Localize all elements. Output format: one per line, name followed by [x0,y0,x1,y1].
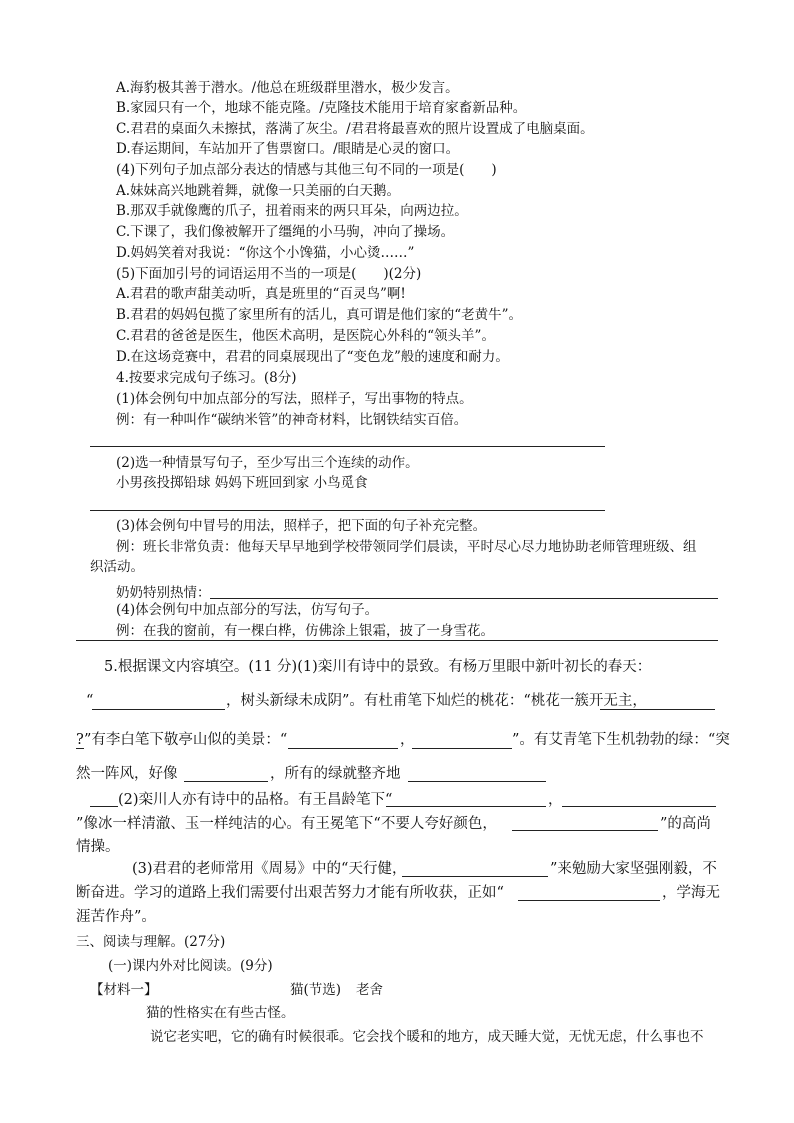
task5-l6-a: ”像冰一样清澈、玉一样纯洁的心。有王冕笔下“不要人夸好颜色， [76,816,497,832]
task4-s1-prompt: (1)体会例句中加点部分的写法，照样子，写出事物的特点。 [116,391,473,407]
task4-s1-example: 例：有一种叫作“碳纳米管”的神奇材料，比钢铁结实百倍。 [116,412,468,428]
q4-option-d: D.妈妈笑着对我说：“你这个小馋猫，小心烫……” [116,245,415,261]
blank-7-lead [90,806,118,807]
task5-l3-c: ”。有艾青笔下生机勃勃的绿：“突 [512,732,730,748]
blank-5[interactable] [184,781,268,782]
section3-title: 三、阅读与理解。(27分) [76,934,226,950]
answer-line-s4[interactable] [76,640,718,641]
q3-option-c: C.君君的桌面久未擦拭，落满了灰尘。/君君将最喜欢的照片设置成了电脑桌面。 [116,121,594,137]
task5-l8-b: ”来勉励大家坚强刚毅，不 [550,861,717,877]
task5-l9-b: ，学海无 [662,885,720,901]
q5-option-c: C.君君的爸爸是医生，他医术高明，是医院心外科的“领头羊”。 [116,328,495,344]
task4-s2-prompt: (2)选一种情景写句子，至少写出三个连续的动作。 [116,455,419,471]
blank-9[interactable] [512,830,658,831]
blank-7[interactable] [386,806,546,807]
section3-subtitle: (一)课内外对比阅读。(9分) [108,958,273,974]
task5-l8-a: (3)君君的老师常用《周易》中的“天行健， [132,861,407,877]
task5-l4-b: ，所有的绿就整齐地 [270,766,401,782]
task5-l2-text: ，树头新绿未成阴”。有杜甫笔下灿烂的桃花：“桃花一簇开无主， [226,693,647,709]
task4-s4-example: 例：在我的窗前，有一棵白桦，仿佛涂上银霜，披了一身雪花。 [116,623,494,639]
task4-s3-example-a: 例：班长非常负责：他每天早早地到学校带领同学们晨读，平时尽心尽力地协助老师管理班级、组 [116,539,697,555]
q5-prompt: (5)下面加引号的词语运用不当的一项是( )(2分) [116,266,422,282]
material-label: 【材料一】 [90,982,158,998]
task5-l3-a: ”有李白笔下敬亭山似的美景：“ [84,732,288,748]
blank-2[interactable] [600,709,715,710]
task5-l2-open: “ [86,693,94,709]
q3-option-b: B.家园只有一个，地球不能克隆。/克隆技术能用于培育家畜新品种。 [116,100,527,116]
blank-11[interactable] [518,900,660,901]
q4-option-b: B.那双手就像鹰的爪子，扭着雨来的两只耳朵，向两边拉。 [116,203,468,219]
blank-8[interactable] [562,806,716,807]
q5-option-a: A.君君的歌声甜美动听，真是班里的“百灵鸟”啊! [116,286,406,302]
q4-option-a: A.妹妹高兴地跳着舞，就像一只美丽的白天鹅。 [116,183,401,199]
q5-option-d: D.在这场竞赛中，君君的同桌展现出了“变色龙”般的速度和耐力。 [116,349,509,365]
answer-line-s1[interactable] [90,446,605,447]
task5-l10: 涯苦作舟”。 [76,909,156,925]
q5-option-b: B.君君的妈妈包揽了家里所有的活儿，真可谓是他们家的“老黄牛”。 [116,307,523,323]
task5-l5-b: ， [548,792,563,808]
task5-intro: 5.根据课文内容填空。(11 分)(1)栾川有诗中的景致。有杨万里眼中新叶初长的春天： [104,659,652,675]
blank-2-tail [76,748,84,749]
task5-l3-q: ? [76,732,84,748]
q3-option-a: A.海豹极其善于潜水。/他总在班级群里潜水，极少发言。 [116,80,459,96]
material-author: 老舍 [356,982,383,998]
answer-line-s3[interactable] [210,598,718,599]
blank-6[interactable] [408,781,546,782]
task4-s4-prompt: (4)体会例句中加点部分的写法，仿写句子。 [116,602,379,618]
blank-3[interactable] [288,748,398,749]
task5-l3-b: ， [400,732,415,748]
task5-l4-a: 然一阵风，好像 [76,766,178,782]
task4-s3-prompt: (3)体会例句中冒号的用法，照样子，把下面的句子补充完整。 [116,518,487,534]
task4-s3-fill-label: 奶奶特别热情： [116,585,211,601]
task5-l6-b: ”的高尚 [660,816,711,832]
task4-s2-choices: 小男孩投掷铅球 妈妈下班回到家 小鸟觅食 [116,475,368,491]
blank-1[interactable] [92,709,225,710]
material-title: 猫(节选) [290,982,342,998]
q4-prompt: (4)下列句子加点部分表达的情感与其他三句不同的一项是( ) [116,162,497,178]
answer-line-s2[interactable] [90,510,605,511]
task4-s3-example-b: 织活动。 [90,559,144,575]
q3-option-d: D.春运期间，车站加开了售票窗口。/眼睛是心灵的窗口。 [116,141,460,157]
q4-option-c: C.下课了，我们像被解开了缰绳的小马驹，冲向了操场。 [116,224,455,240]
task5-l7: 情操。 [76,839,120,855]
material-paragraph-1: 猫的性格实在有些古怪。 [146,1005,295,1021]
blank-4[interactable] [412,748,512,749]
task4-title: 4.按要求完成句子练习。(8分) [116,370,297,386]
blank-10[interactable] [402,876,548,877]
task5-l5-a: (2)栾川人亦有诗中的品格。有王昌龄笔下“ [118,792,393,808]
task5-l9-a: 断奋进。学习的道路上我们需要付出艰苦努力才能有所收获，正如“ [76,885,504,901]
material-paragraph-2: 说它老实吧，它的确有时候很乖。它会找个暖和的地方，成天睡大觉，无忧无虑，什么事也不 [150,1029,704,1045]
